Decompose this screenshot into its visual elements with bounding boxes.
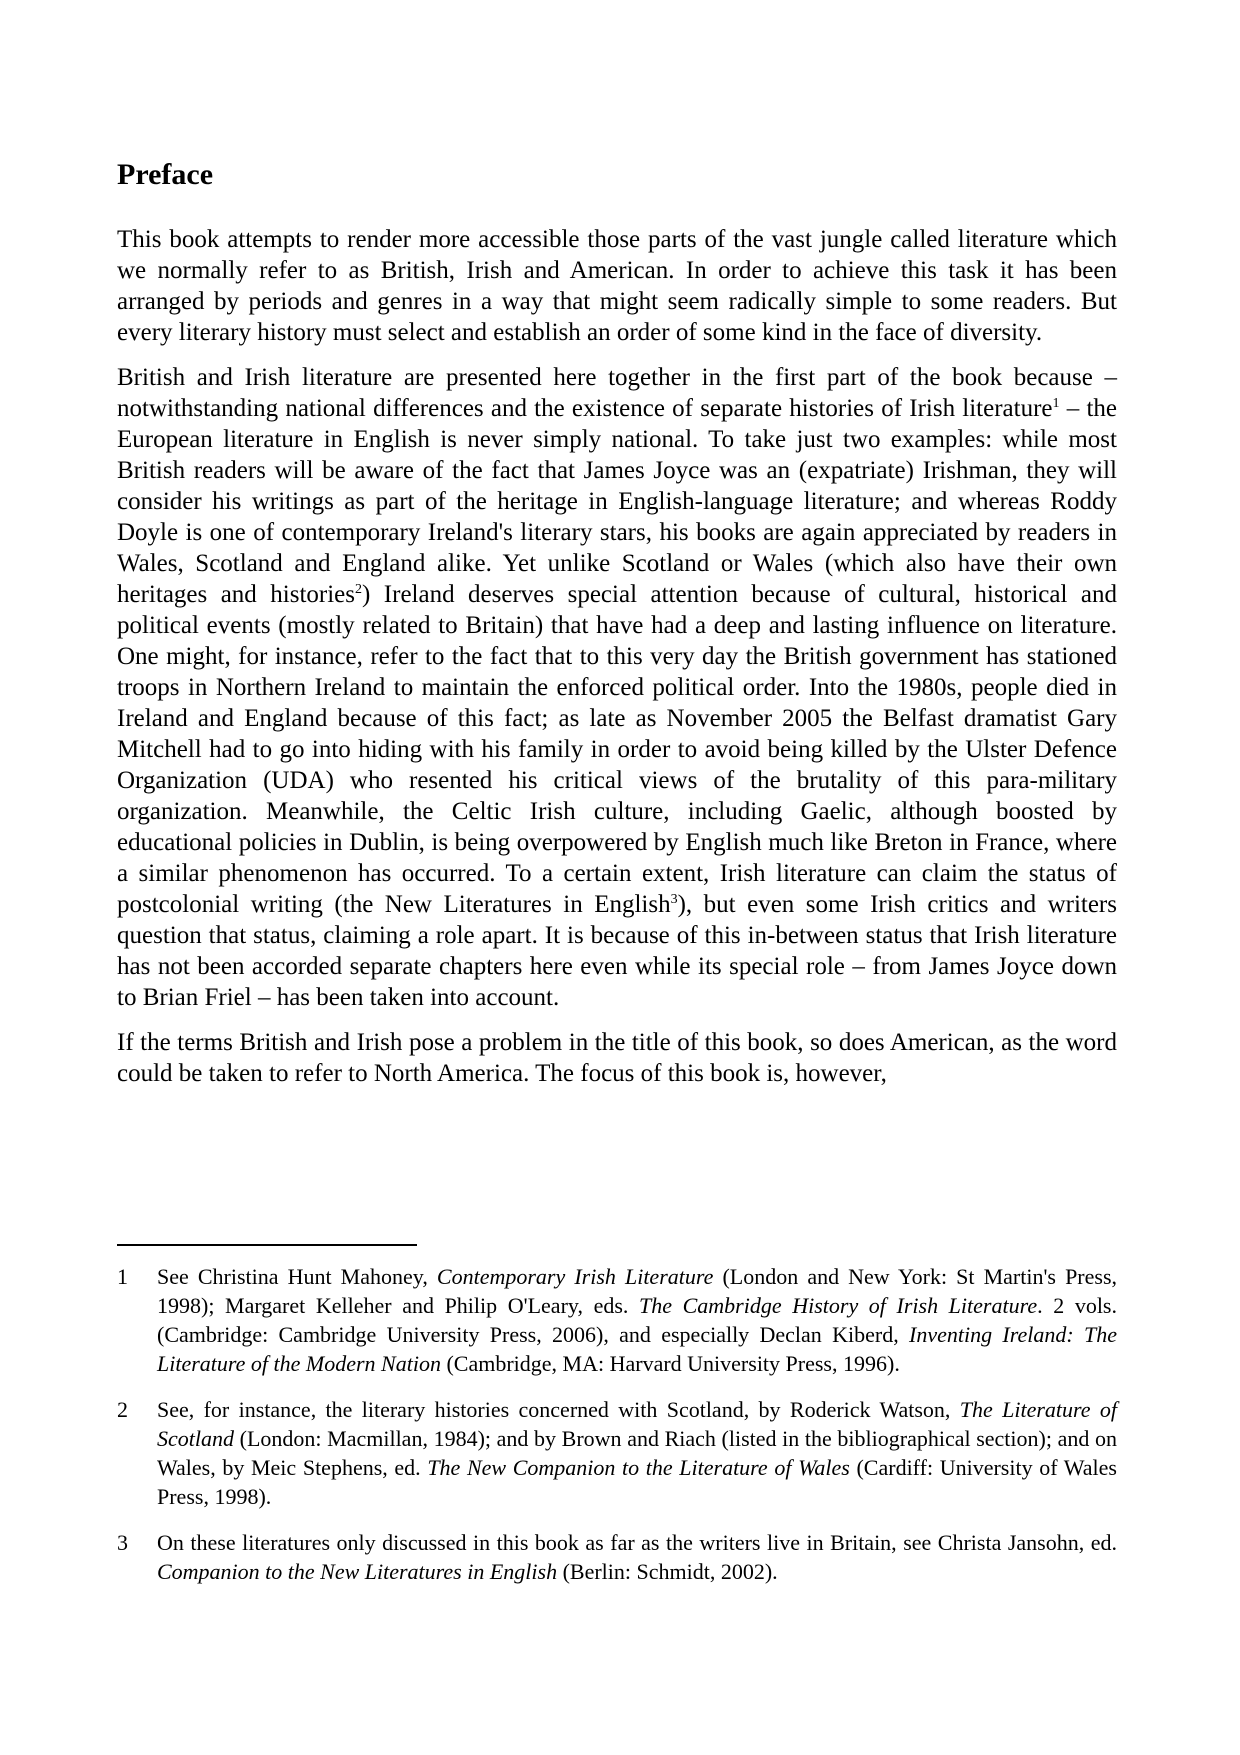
paragraph-2-text-a: British and Irish literature are presented here together in the first part of the book because – notwithstanding national differences and the existence of separate histories of Irish literature (117, 364, 1117, 422)
paragraph-1: This book attempts to render more accessible those parts of the vast jungle called literature which we normally refer to as British, Irish and American. In order to achieve this task it has been arranged by periods and genres in a way that might seem radically simple to some readers. But every literary history must select and establish an order of some kind in the face of diversity. (117, 226, 1117, 346)
paragraph-3: If the terms British and Irish pose a problem in the title of this book, so does American, as the word could be taken to refer to North America. The focus of this book is, however, (117, 1029, 1117, 1087)
book-title: The Literature of Scotland (157, 1397, 1117, 1451)
footnote-2 (117, 1395, 1117, 1511)
footnote-text (157, 1395, 1117, 1511)
footnote-text-segment: (London: Macmillan, 1984); and by Brown and Riach (listed in the bibliographical section); and on Wales, by Meic Stephens, ed. (157, 1426, 1117, 1480)
footnotes (117, 1262, 1117, 1603)
footnote-marker-2[interactable]: 2 (355, 582, 362, 597)
footnote-3 (117, 1528, 1117, 1586)
footnote-number: 1 (117, 1264, 128, 1289)
book-title: Contemporary Irish Literature (436, 1264, 714, 1289)
footnote-text-segment: See, for instance, the literary histories concerned with Scotland, by Roderick Watson, (157, 1397, 960, 1422)
footnote-text-segment: (Cardiff: University of Wales Press, 1998). (157, 1455, 1117, 1509)
book-title: The Cambridge History of Irish Literature (639, 1293, 1038, 1318)
paragraph-2-text-d: ), but even some Irish critics and writers question that status, claiming a role apart. It is because of this in-between status that Irish literature has not been accorded separate chapters here even while its special role – from James Joyce down to Brian Friel – has been taken into account. (117, 891, 1117, 1011)
paragraph-2-text-b: – the European literature in English is never simply national. To take just two examples: while most British readers will be aware of the fact that James Joyce was an (expatriate) Irishman, they will consider his writings as part of the heritage in English-language literature; and whereas Roddy Doyle is one of contemporary Ireland's literary stars, his books are again appreciated by readers in Wales, Scotland and England alike. Yet unlike Scotland or Wales (which also have their own heritages and histories (117, 395, 1118, 608)
book-title: The New Companion to the Literature of Wales (427, 1455, 850, 1480)
footnote-text-segment: (London and New York: St Martin's Press, 1998); Margaret Kelleher and Philip O'Leary, eds. (157, 1264, 1118, 1318)
footnote-separator (117, 1244, 417, 1246)
paragraph-2-text-c: ) Ireland deserves special attention because of cultural, historical and political events (mostly related to Britain) that have had a deep and lasting influence on literature. One might, for instance, refer to the fact that to this very day the British government has stationed troops in Northern Ireland to maintain the enforced political order. Into the 1980s, people died in Ireland and England because of this fact; as late as November 2005 the Belfast dramatist Gary Mitchell had to go into hiding with his family in order to avoid being killed by the Ulster Defence Organization (UDA) who resented his critical views of the brutality of this para-military organization. Meanwhile, the Celtic Irish culture, including Gaelic, although boosted by educational policies in Dublin, is being overpowered by English much like Breton in France, where a similar phenomenon has occurred. To a certain extent, Irish literature can claim the status of postcolonial writing (the New Literatures in English (117, 581, 1117, 918)
book-title: Inventing Ireland: The Literature of the Modern Nation (157, 1322, 1117, 1376)
footnote-number: 3 (117, 1530, 128, 1555)
footnote-text-segment: On these literatures only discussed in this book as far as the writers live in Britain, see Christa Jansohn, ed. (157, 1530, 1117, 1555)
page-title: Preface (117, 158, 214, 191)
footnote-number: 2 (117, 1397, 128, 1422)
footnote-marker-1[interactable]: 1 (1052, 396, 1060, 411)
book-title: Companion to the New Literatures in English (157, 1559, 558, 1584)
footnote-text (157, 1262, 1117, 1378)
footnote-1 (117, 1262, 1117, 1378)
footnote-text (157, 1528, 1117, 1586)
footnote-marker-3[interactable]: 3 (670, 892, 678, 907)
body-text (117, 224, 1117, 1103)
footnote-text-segment: See Christina Hunt Mahoney, (157, 1264, 437, 1289)
footnote-text-segment: (Cambridge, MA: Harvard University Press, 1996). (440, 1351, 900, 1376)
paragraph-2 (117, 362, 1117, 1013)
footnote-text-segment: (Berlin: Schmidt, 2002). (557, 1559, 778, 1584)
footnote-text-segment: . 2 vols. (Cambridge: Cambridge University Press, 2006), and especially Declan Kiberd, (157, 1293, 1117, 1347)
